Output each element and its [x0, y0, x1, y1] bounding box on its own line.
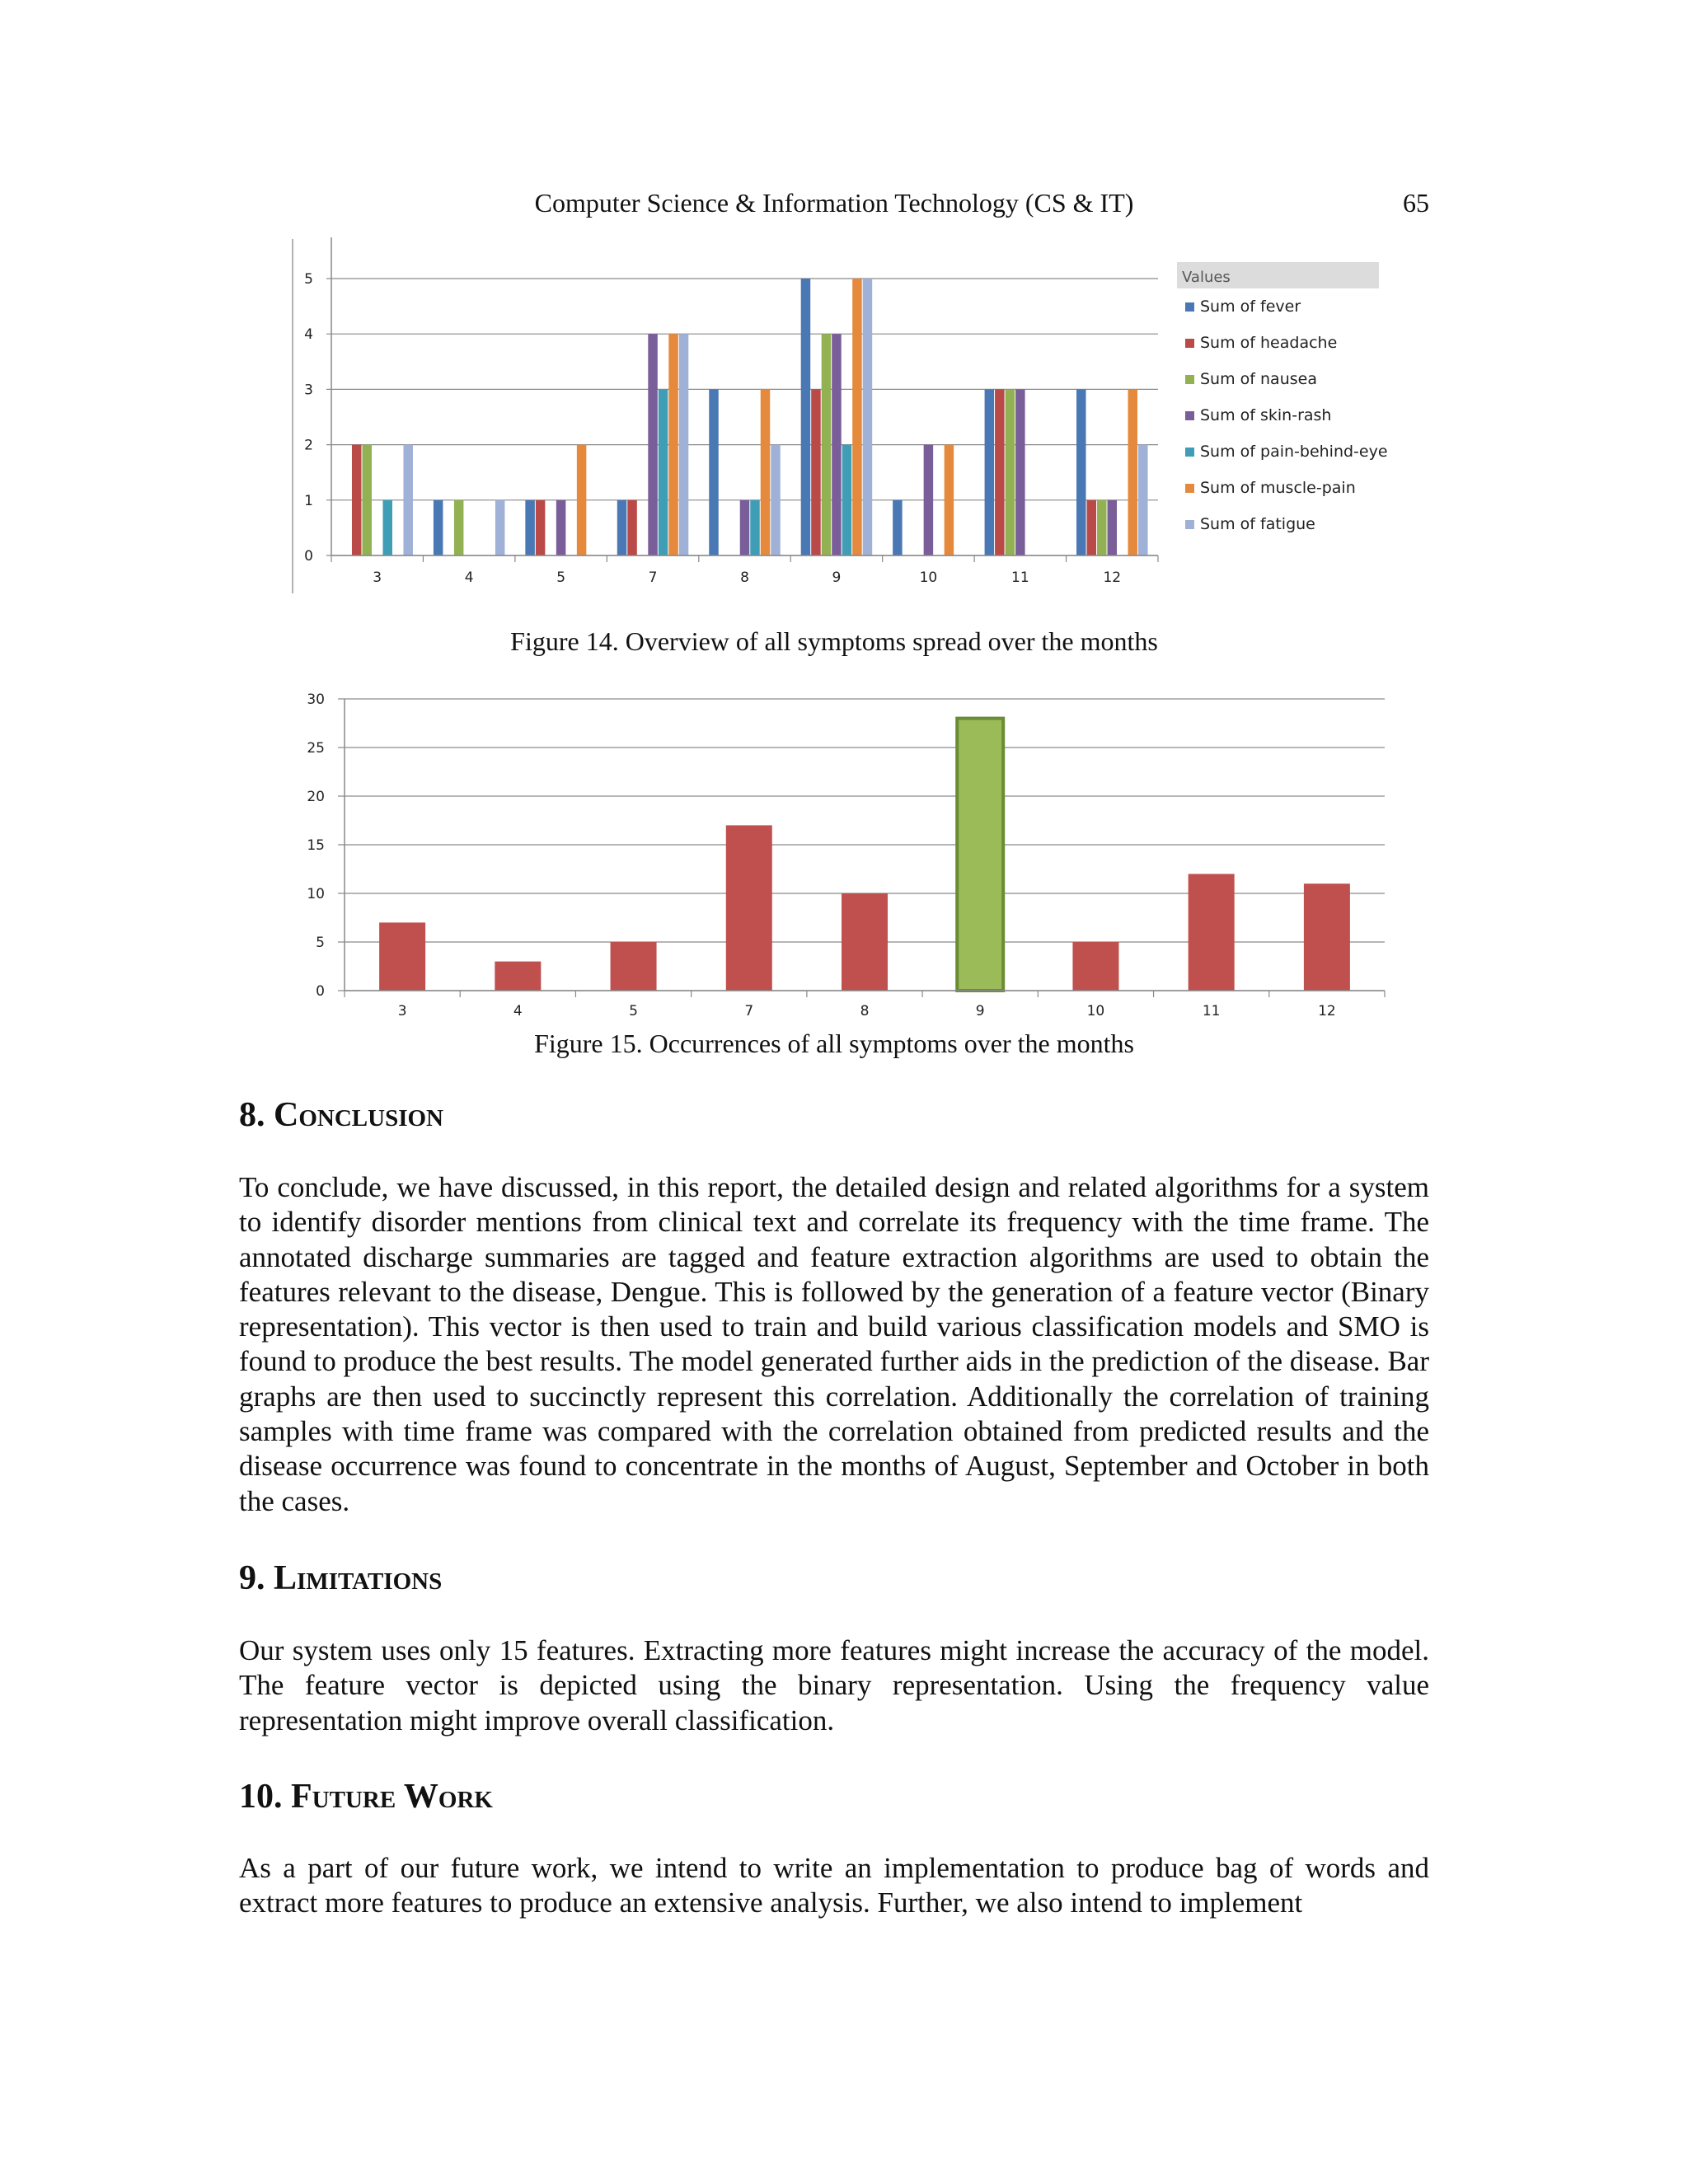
bar — [822, 334, 832, 555]
x-tick-label: 7 — [648, 569, 658, 586]
bar — [659, 389, 668, 555]
bar — [1138, 445, 1148, 555]
legend-swatch — [1185, 448, 1194, 457]
bar — [611, 942, 657, 991]
running-head — [239, 186, 1429, 219]
bar — [1097, 500, 1107, 555]
y-tick-label: 2 — [304, 437, 313, 454]
x-tick-label: 3 — [373, 569, 382, 586]
section-title-rest: imitations — [297, 1559, 443, 1597]
future-work-paragraph: As a part of our future work, we intend to write an implementation to produce bag of words and extract more features to produce an extensive analysis. Further, we also intend to implement — [239, 1852, 1429, 1919]
x-tick-label: 3 — [397, 1003, 407, 1019]
bar — [709, 389, 719, 555]
heading-future-work — [239, 1775, 493, 1818]
x-tick-label: 7 — [744, 1003, 754, 1019]
y-tick-label: 1 — [304, 492, 313, 509]
x-tick-label: 5 — [629, 1003, 638, 1019]
y-tick-label: 0 — [304, 548, 313, 565]
section-title-rest: onclusion — [298, 1096, 443, 1134]
x-tick-label: 4 — [513, 1003, 523, 1019]
y-tick-label: 10 — [307, 886, 325, 902]
bar — [352, 445, 362, 555]
legend-label: Sum of fatigue — [1200, 515, 1315, 533]
bar — [1189, 874, 1235, 991]
legend-swatch — [1185, 339, 1194, 348]
legend-swatch — [1185, 375, 1194, 384]
bar — [1015, 389, 1025, 555]
section-title-initial: L — [274, 1559, 298, 1597]
legend-label: Sum of muscle-pain — [1200, 479, 1356, 497]
y-tick-label: 0 — [316, 983, 325, 1000]
x-tick-label: 8 — [740, 569, 749, 586]
bar — [525, 500, 535, 555]
page-number: 65 — [1403, 188, 1429, 218]
x-tick-label: 9 — [832, 569, 842, 586]
y-tick-label: 25 — [307, 740, 325, 757]
bar — [536, 500, 546, 555]
section-number: 8. — [239, 1096, 265, 1134]
x-tick-label: 5 — [556, 569, 566, 586]
x-tick-label: 10 — [1086, 1003, 1105, 1019]
bar — [1076, 389, 1086, 555]
bar — [945, 445, 954, 555]
section-title-initial: F — [291, 1778, 312, 1816]
x-tick-label: 9 — [975, 1003, 985, 1019]
bar — [863, 279, 873, 555]
section-title-rest: uture — [312, 1778, 396, 1816]
bar — [403, 445, 413, 555]
journal-title: Computer Science & Information Technology (CS & IT) — [534, 188, 1134, 218]
bar — [985, 389, 995, 555]
bar — [852, 279, 862, 555]
conclusion-paragraph: To conclude, we have discussed, in this report, the detailed design and related algorithms for a system to identify disorder mentions from clinical text and correlate its frequency with the time frame. The annotated discharge summaries are tagged and feature extraction algorithms are used to obtain the features relevant to the disease, Dengue. This is followed by the generation of a feature vector (Binary representation). This vector is then used to train and build various classification models and SMO is found to produce the best results. The model generated further aids in the prediction of the disease. Bar graphs are then used to succinctly represent this correlation. Additionally the correlation of training samples with time frame was compared with the correlation obtained from predicted results and the disease occurrence was found to concentrate in the months of August, September and October in both the cases. — [239, 1171, 1429, 1517]
bar — [648, 334, 658, 555]
bar — [801, 279, 811, 555]
section-title-initial: W — [403, 1778, 438, 1816]
bar — [1128, 389, 1138, 555]
heading-conclusion — [239, 1094, 443, 1137]
bar — [893, 500, 903, 555]
section-title-rest: ork — [438, 1778, 493, 1816]
y-tick-label: 5 — [316, 935, 325, 951]
bar — [832, 334, 842, 555]
bar — [577, 445, 587, 555]
figure-15-chart — [297, 684, 1393, 1022]
bar — [362, 445, 372, 555]
bar — [627, 500, 637, 555]
bar — [1108, 500, 1118, 555]
bar — [1072, 942, 1118, 991]
bar — [495, 962, 541, 991]
legend-swatch — [1185, 302, 1194, 312]
bar — [924, 445, 934, 555]
legend-swatch — [1185, 484, 1194, 493]
bar — [434, 500, 443, 555]
heading-limitations — [239, 1557, 442, 1600]
bar — [556, 500, 566, 555]
bar — [1087, 500, 1097, 555]
bar — [617, 500, 627, 555]
legend-label: Sum of pain-behind-eye — [1200, 443, 1388, 461]
bar — [995, 389, 1005, 555]
y-tick-label: 15 — [307, 837, 325, 854]
section-title-initial: C — [274, 1096, 299, 1134]
bar — [495, 500, 505, 555]
bar — [379, 922, 425, 991]
legend-label: Sum of headache — [1200, 334, 1338, 352]
legend-swatch — [1185, 520, 1194, 529]
y-tick-label: 3 — [304, 382, 313, 399]
bar — [750, 500, 760, 555]
x-tick-label: 4 — [464, 569, 474, 586]
legend-label: Sum of fever — [1200, 298, 1301, 316]
y-tick-label: 30 — [307, 691, 325, 708]
x-tick-label: 11 — [1011, 569, 1029, 586]
figure-14-caption: Figure 14. Overview of all symptoms spread over the months — [510, 626, 1158, 656]
bar — [679, 334, 689, 555]
x-tick-label: 11 — [1202, 1003, 1221, 1019]
y-tick-label: 5 — [304, 271, 313, 288]
legend-swatch — [1185, 411, 1194, 420]
legend-label: Sum of skin-rash — [1200, 406, 1332, 424]
x-tick-label: 10 — [919, 569, 938, 586]
bar — [668, 334, 678, 555]
bar — [1304, 883, 1350, 991]
x-tick-label: 8 — [860, 1003, 870, 1019]
bar — [811, 389, 821, 555]
figure-14-chart — [280, 231, 1393, 602]
bar — [726, 825, 772, 991]
legend-title: Values — [1182, 269, 1231, 286]
section-number: 10. — [239, 1778, 283, 1816]
bar — [842, 893, 888, 991]
x-tick-label: 12 — [1318, 1003, 1336, 1019]
bar — [382, 500, 392, 555]
bar — [771, 445, 781, 555]
x-tick-label: 12 — [1103, 569, 1122, 586]
bar-highlighted — [957, 719, 1003, 991]
bar — [1006, 389, 1015, 555]
bar — [761, 389, 771, 555]
limitations-paragraph: Our system uses only 15 features. Extracting more features might increase the accuracy of the model. The feature vector is depicted using the binary representation. Using the frequency value representation might improve overall classification. — [239, 1634, 1429, 1736]
bar — [454, 500, 464, 555]
section-number: 9. — [239, 1559, 265, 1597]
bar — [842, 445, 852, 555]
y-tick-label: 4 — [304, 326, 313, 344]
bar — [740, 500, 750, 555]
legend-label: Sum of nausea — [1200, 370, 1317, 388]
figure-15-caption: Figure 15. Occurrences of all symptoms over the months — [534, 1029, 1134, 1058]
y-tick-label: 20 — [307, 789, 325, 805]
